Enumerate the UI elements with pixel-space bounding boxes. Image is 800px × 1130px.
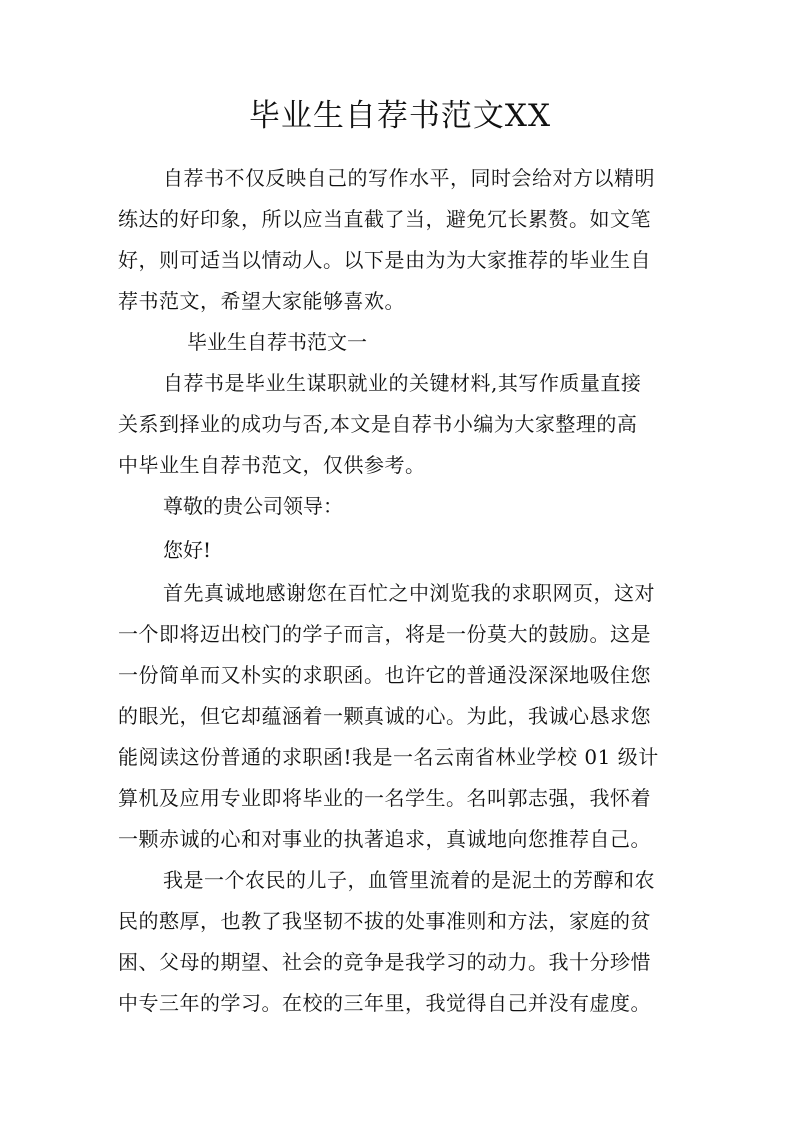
text-line: 一颗赤诚的心和对事业的执著追求，真诚地向您推荐自己。	[118, 827, 651, 851]
text-line: 算机及应用专业即将毕业的一名学生。名叫郭志强，我怀着	[118, 786, 651, 810]
text-line: 民的憨厚，也教了我坚韧不拔的处事准则和方法，家庭的贫	[118, 909, 651, 933]
text-line: 关系到择业的成功与否,本文是自荐书小编为大家整理的高	[118, 412, 638, 436]
greeting: 您好!	[163, 538, 212, 562]
text-line: 首先真诚地感谢您在百忙之中浏览我的求职网页，这对	[163, 581, 655, 605]
text-line: 能阅读这份普通的求职函!我是一名云南省林业学校 01 级计	[118, 745, 659, 769]
body-paragraph-1	[118, 573, 688, 860]
intro-paragraph	[118, 158, 688, 322]
document-title: 毕业生自荐书范文XX	[248, 98, 552, 134]
text-line: 自荐书不仅反映自己的写作水平，同时会给对方以精明	[163, 166, 655, 190]
text-line: 中毕业生自荐书范文，仅供参考。	[118, 453, 426, 477]
text-line: 困、父母的期望、社会的竞争是我学习的动力。我十分珍惜	[118, 950, 651, 974]
text-line: 练达的好印象，所以应当直截了当，避免冗长累赘。如文笔	[118, 207, 651, 231]
text-line: 荐书范文，希望大家能够喜欢。	[118, 289, 405, 313]
body-paragraph-2	[118, 860, 688, 1024]
text-line: 中专三年的学习。在校的三年里，我觉得自己并没有虚度。	[118, 991, 651, 1015]
text-line: 的眼光，但它却蕴涵着一颗真诚的心。为此，我诚心恳求您	[118, 704, 651, 728]
section-heading: 毕业生自荐书范文一	[187, 330, 367, 354]
text-line: 一个即将迈出校门的学子而言，将是一份莫大的鼓励。这是	[118, 622, 651, 646]
salutation: 尊敬的贵公司领导：	[163, 494, 343, 518]
text-line: 我是一个农民的儿子，血管里流着的是泥土的芳醇和农	[163, 868, 655, 892]
text-line: 一份简单而又朴实的求职函。也许它的普通没深深地吸住您	[118, 663, 651, 687]
section-intro-paragraph	[118, 363, 688, 486]
text-line: 自荐书是毕业生谋职就业的关键材料,其写作质量直接	[163, 371, 642, 395]
text-line: 好，则可适当以情动人。以下是由为为大家推荐的毕业生自	[118, 248, 651, 272]
